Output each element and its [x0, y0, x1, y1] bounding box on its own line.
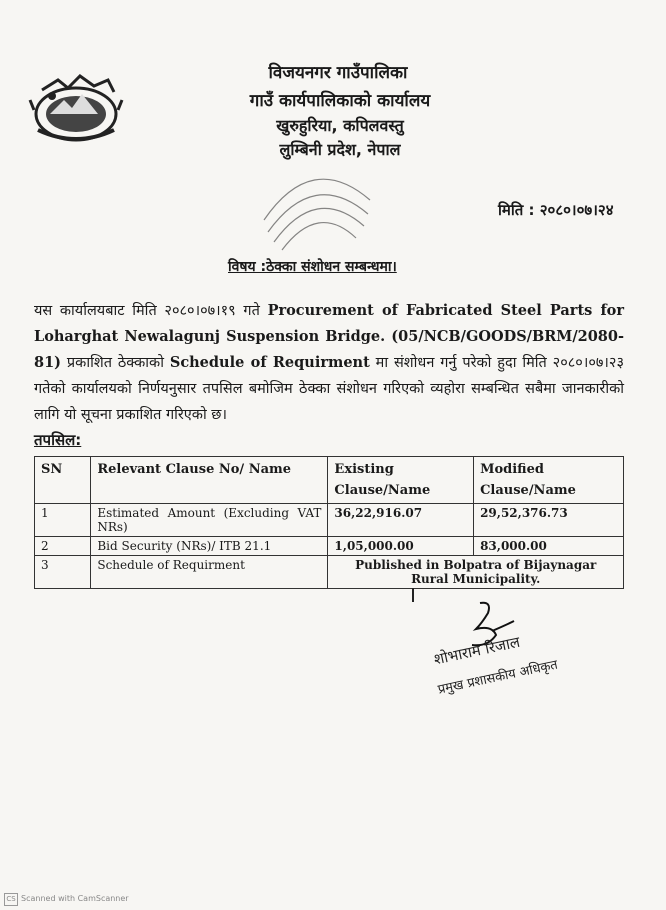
cell-existing: 1,05,000.00 [328, 537, 474, 556]
body-text-3: मा संशोधन गर्नु परेको हुदा मिति २०८०।०७।२३ गतेको कार्यालयको निर्णयनुसार तपसिल बमोजिम ठेक्का संशोधन गरिएको व्यहोरा सम्बन्धित सबैमा जानकारीको लागि यो सूचना प्रकाशित गरिएको छ। [34, 355, 624, 423]
cell-modified: 29,52,376.73 [474, 504, 624, 537]
cell-sn: 1 [35, 504, 91, 537]
amendment-table [34, 456, 624, 589]
cell-clause: Estimated Amount (Excluding VAT NRs) [91, 504, 328, 537]
cell-sn: 2 [35, 537, 91, 556]
scanner-text: Scanned with CamScanner [21, 894, 129, 903]
schedule-term: Schedule of Requirment [169, 354, 370, 371]
header-clause: Relevant Clause No/ Name [91, 457, 328, 504]
cell-sn: 3 [35, 556, 91, 589]
camscanner-icon: CS [4, 893, 18, 906]
body-text-1: यस कार्यालयबाट मिति २०८०।०७।१९ गते [34, 303, 268, 319]
table-header-row [35, 457, 624, 504]
office-province: लुम्बिनी प्रदेश, नेपाल [279, 140, 401, 159]
table-row [35, 556, 624, 589]
header-modified: Modified Clause/Name [474, 457, 624, 504]
signatory-title: प्रमुख प्रशासकीय अधिकृत [436, 657, 560, 698]
office-subtitle: गाउँ कार्यपालिकाको कार्यालय [249, 91, 431, 111]
office-name: विजयनगर गाउँपालिका [268, 63, 408, 83]
cell-clause: Bid Security (NRs)/ ITB 21.1 [91, 537, 328, 556]
table-row [35, 504, 624, 537]
signatory-name: शोभाराम रिजाल [432, 632, 522, 669]
nepal-emblem-icon [28, 70, 124, 144]
office-address: खुरुहुरिया, कपिलवस्तु [276, 116, 404, 135]
cell-modified: 83,000.00 [474, 537, 624, 556]
cell-merged: Published in Bolpatra of Bijaynagar Rural Municipality. [328, 556, 624, 589]
notice-date: मिति : २०८०।०७।२४ [498, 201, 614, 219]
ink-mark [412, 588, 414, 602]
header-sn: SN [35, 457, 91, 504]
details-label: तपसिल: [34, 431, 82, 449]
cell-clause: Schedule of Requirment [91, 556, 328, 589]
subject-line: विषय :ठेक्का संशोधन सम्बन्धमा। [228, 259, 397, 275]
header-existing: Existing Clause/Name [328, 457, 474, 504]
procurement-title: Procurement of Fabricated Steel Parts for Loharghat Newalagunj Suspension Bridge. (05/NCB/GOODS/BRM/2080-81) [34, 302, 624, 371]
office-stamp-icon [252, 160, 377, 255]
notice-body [34, 298, 624, 428]
scanner-watermark [4, 893, 129, 906]
cell-existing: 36,22,916.07 [328, 504, 474, 537]
body-text-2: प्रकाशित ठेक्काको [61, 355, 170, 371]
table-row [35, 537, 624, 556]
